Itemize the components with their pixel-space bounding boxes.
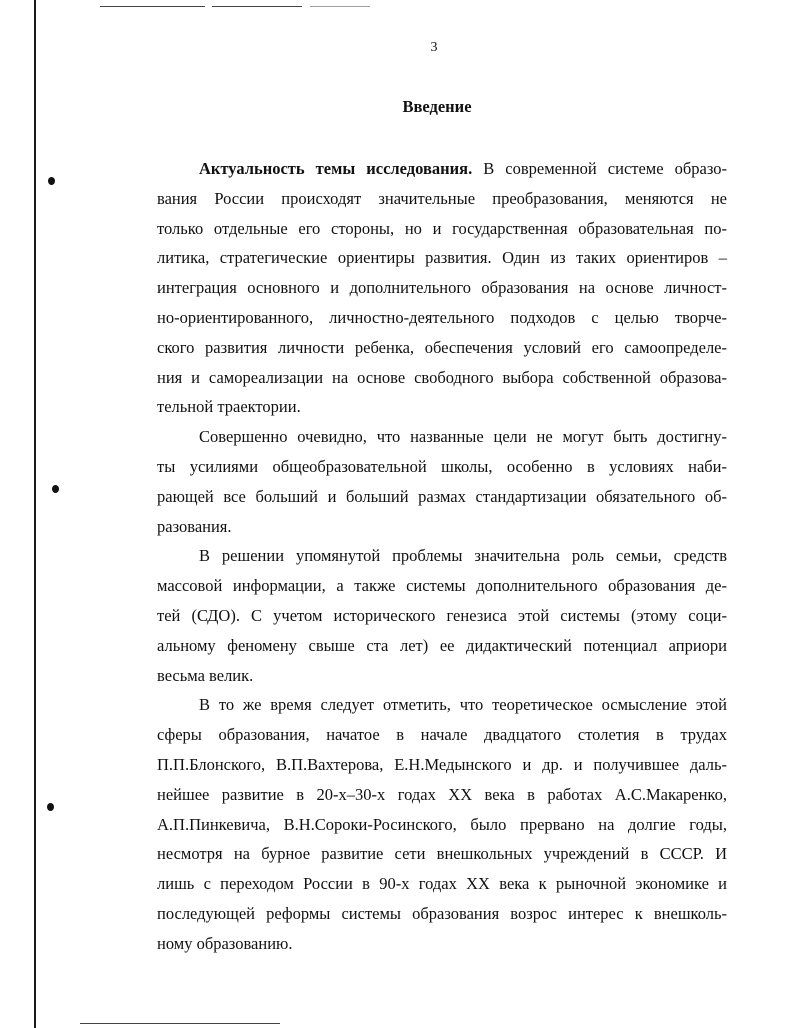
text-line: Актуальность темы исследования. В современной системе образо-: [199, 159, 727, 178]
text-line: ному образованию.: [157, 933, 293, 953]
text-line: ского развития личности ребенка, обеспечения условий его самоопределе-: [157, 337, 727, 357]
text-line: сферы образования, начатое в начале двадцатого столетия в трудах: [157, 725, 727, 745]
text-line: ты усилиями общеобразовательной школы, особенно в условиях наби-: [157, 456, 727, 476]
text-line: но-ориентированного, личностно-деятельного подходов с целью творче-: [157, 307, 727, 327]
text-line: лишь с переходом России в 90-х годах XX века к рыночной экономике и: [157, 874, 727, 894]
page-number: 3: [430, 40, 438, 55]
lead-phrase: Актуальность темы исследования.: [199, 159, 473, 178]
text-line: вания России происходят значительные преобразования, меняются не: [157, 188, 727, 208]
body-text: [157, 154, 727, 959]
punch-hole-mark: [52, 485, 59, 493]
text-line: массовой информации, а также системы дополнительного образования де-: [157, 576, 727, 596]
text-line: разования.: [157, 516, 232, 536]
text-line: альному феномену свыше ста лет) ее дидактический потенциал априори: [157, 635, 727, 655]
text-line: А.П.Пинкевича, В.Н.Сороки-Росинского, было прервано на долгие годы,: [157, 814, 727, 834]
scan-line-top: [100, 6, 205, 7]
scan-line-top: [310, 6, 370, 7]
text-line: П.П.Блонского, В.П.Вахтерова, Е.Н.Медынского и др. и получившее даль-: [157, 754, 727, 774]
text-line: тельной траектории.: [157, 397, 301, 417]
punch-hole-mark: [48, 177, 55, 185]
scan-line-top: [212, 6, 302, 7]
text-line: только отдельные его стороны, но и государственная образовательная по-: [157, 218, 727, 238]
section-heading: Введение: [402, 97, 472, 116]
text-line: нейшее развитие в 20-х–30-х годах XX века в работах А.С.Макаренко,: [157, 784, 727, 804]
punch-hole-mark: [47, 803, 54, 811]
text-line: тей (СДО). С учетом исторического генезиса этой системы (этому соци-: [157, 605, 727, 625]
text-line: несмотря на бурное развитие сети внешкольных учреждений в СССР. И: [157, 844, 727, 864]
text-line: литика, стратегические ориентиры развития. Один из таких ориентиров –: [157, 248, 727, 268]
text-line: Совершенно очевидно, что названные цели не могут быть достигну-: [199, 427, 727, 447]
text-line: интеграция основного и дополнительного образования на основе личност-: [157, 278, 727, 298]
scan-edge: [34, 0, 36, 1028]
text-line: В решении упомянутой проблемы значительна роль семьи, средств: [199, 546, 727, 566]
text-line: ния и самореализации на основе свободного выбора собственной образова-: [157, 367, 727, 387]
text-line: последующей реформы системы образования возрос интерес к внешколь-: [157, 903, 727, 923]
text-line: весьма велик.: [157, 665, 254, 685]
scan-line-bottom: [80, 1023, 280, 1024]
text-line: В то же время следует отметить, что теоретическое осмысление этой: [199, 695, 727, 715]
text-line: рающей все больший и больший размах стандартизации обязательного об-: [157, 486, 727, 506]
